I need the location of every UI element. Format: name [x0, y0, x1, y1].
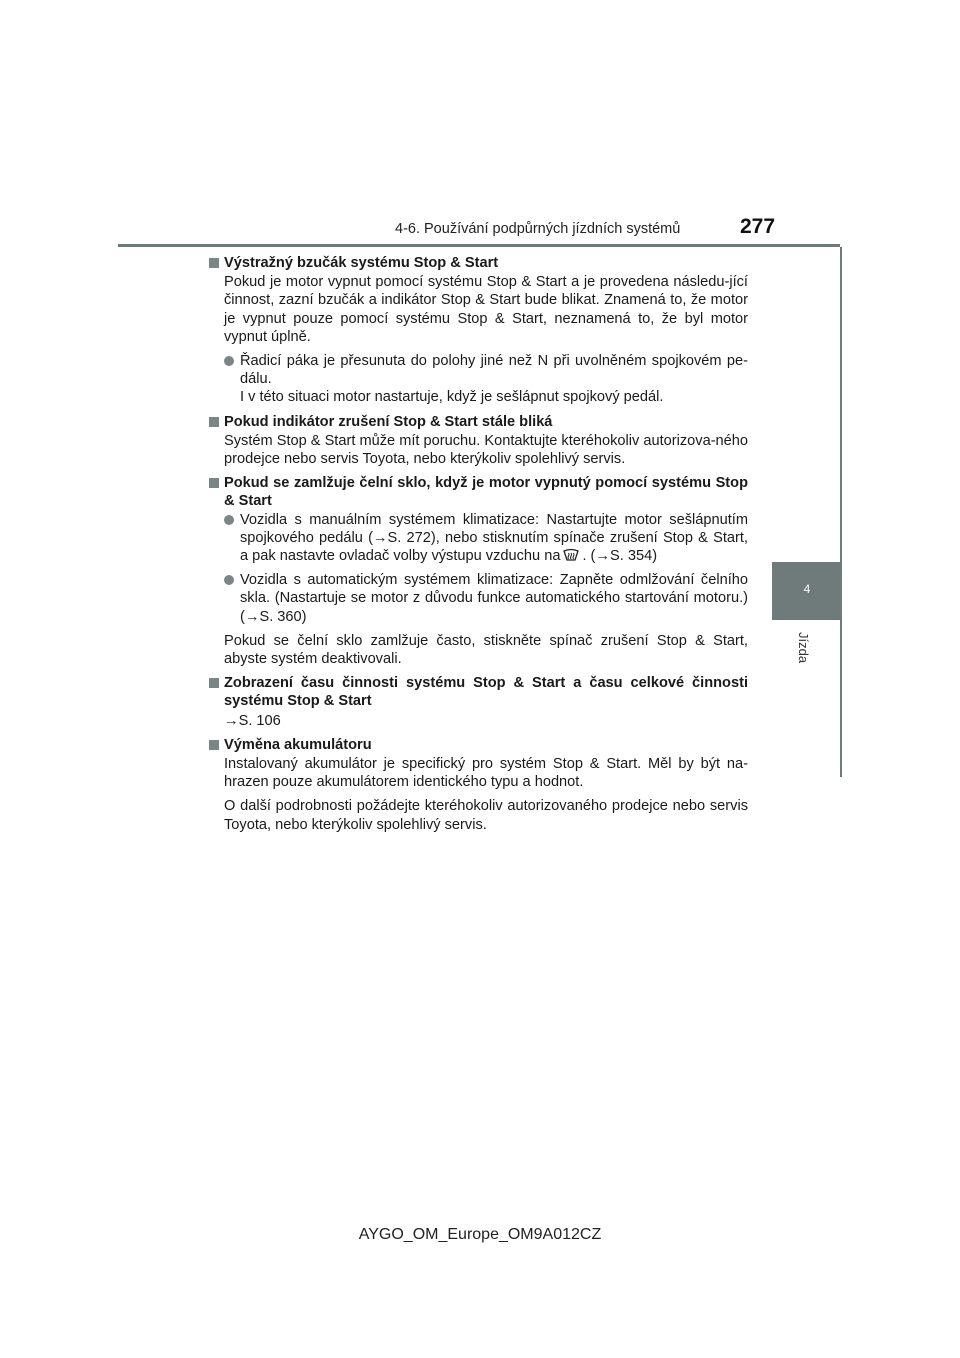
bullet-item: Vozidla s automatickým systémem klimatizace: Zapněte odmlžování čelního skla. (Nastartuje se motor z důvodu funkce automatického startování motoru.) (→S. 360)	[208, 571, 748, 626]
windshield-defrost-icon	[562, 548, 580, 562]
header-section-title: 4-6. Používání podpůrných jízdních systémů	[395, 221, 681, 237]
bullet-text: Řadicí páka je přesunuta do polohy jiné než N při uvolněném spojkovém pe-dálu.	[240, 353, 748, 388]
bullet-text: Vozidla s manuálním systémem klimatizace: Nastartujte motor sešlápnutím spojkového pedálu (→S. 272), nebo stisknutím spínače zrušení Stop & Start, a pak nastavte ovladač volby výstupu vzduchu na	[240, 511, 748, 565]
paragraph: O další podrobnosti požádejte kteréhokoliv autorizovaného prodejce nebo servis Toyota, nebo kterýkoliv spolehlivý servis.	[224, 798, 748, 833]
section-operation-time-display	[208, 674, 748, 730]
section-title: Výměna akumulátoru	[208, 736, 748, 754]
document-code: AYGO_OM_Europe_OM9A012CZ	[358, 1226, 602, 1243]
header-divider	[118, 244, 840, 247]
paragraph: Instalovaný akumulátor je specifický pro systém Stop & Start. Měl by být na-hrazen pouze akumulátorem identického typu a hodnot.	[224, 756, 748, 791]
section-title: Pokud indikátor zrušení Stop & Start stále bliká	[208, 413, 748, 431]
chapter-number: 4	[803, 582, 811, 596]
paragraph: Pokud je motor vypnut pomocí systému Stop & Start a je provedena následu-jící činnost, zazní bzučák a indikátor Stop & Start bude blikat. Znamená to, že motor je vypnut pouze pomocí systému Stop & Start, neznamená to, že byl motor vypnut úplně.	[224, 274, 748, 345]
paragraph: Pokud se čelní sklo zamlžuje často, stiskněte spínač zrušení Stop & Start, abyste systém deaktivovali.	[224, 632, 748, 668]
section-windshield-fogging	[208, 474, 748, 668]
side-divider	[840, 247, 842, 777]
section-stop-start-buzzer	[208, 254, 748, 407]
paragraph: Systém Stop & Start může mít poruchu. Kontaktujte kteréhokoliv autorizova-ného prodejce nebo servis Toyota, nebo kterýkoliv spolehlivý servis.	[224, 432, 749, 468]
section-title: Výstražný bzučák systému Stop & Start	[208, 254, 748, 272]
bullet-text-end: . (→S. 354)	[582, 548, 658, 565]
section-battery-replacement	[208, 736, 748, 834]
page-content	[208, 254, 748, 840]
section-cancel-indicator-blinking	[208, 413, 748, 469]
section-title: Pokud se zamlžuje čelní sklo, když je motor vypnutý pomocí systému Stop & Start	[208, 474, 748, 510]
section-title: Zobrazení času činnosti systému Stop & Start a času celkové činnosti systému Stop & Start	[208, 674, 748, 710]
page-reference: →S. 106	[224, 712, 281, 729]
chapter-tab	[772, 562, 842, 620]
bullet-note: I v této situaci motor nastartuje, když je sešlápnut spojkový pedál.	[240, 389, 664, 406]
bullet-item	[208, 352, 748, 407]
page-number: 277	[740, 215, 776, 238]
bullet-item	[208, 511, 748, 566]
chapter-label: Jízda	[796, 632, 811, 664]
